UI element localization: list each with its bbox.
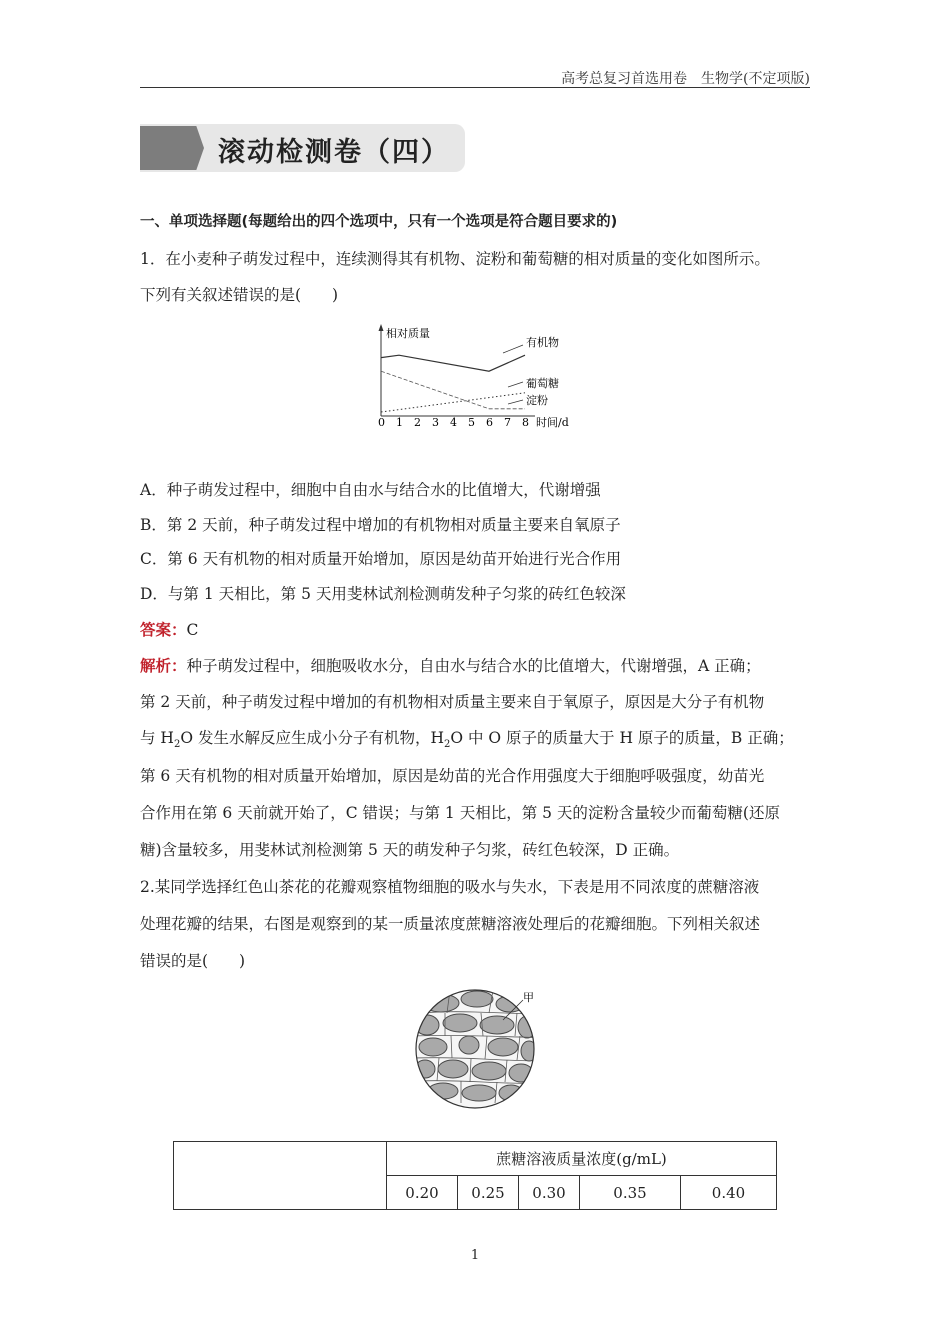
conc-cell: 0.30 (519, 1176, 580, 1210)
x-tick-label: 4 (450, 416, 457, 429)
series-organic-line (381, 355, 525, 371)
x-axis-label: 时间/d (536, 416, 569, 429)
header-rule (140, 87, 810, 88)
answer-value: C (186, 621, 199, 639)
q1-option-a: A．种子萌发过程中，细胞中自由水与结合水的比值增大，代谢增强 (140, 481, 601, 499)
running-header: 高考总复习首选用卷 生物学(不定项版) (561, 71, 810, 87)
x-tick-label: 7 (504, 416, 511, 429)
q1-option-d: D．与第 1 天相比，第 5 天用斐林试剂检测萌发种子匀浆的砖红色较深 (140, 585, 626, 603)
page-number: 1 (470, 1248, 480, 1263)
y-axis-label: 相对质量 (386, 327, 430, 340)
x-tick-label: 6 (486, 416, 493, 429)
q2-table (173, 1141, 777, 1210)
legend-starch: 淀粉 (526, 394, 548, 407)
x-tick-label: 3 (432, 416, 439, 429)
leader-starch (508, 400, 523, 404)
legend-glucose: 葡萄糖 (526, 377, 559, 390)
analysis-text-1: 种子萌发过程中，细胞吸收水分，自由水与结合水的比值增大，代谢增强，A 正确； (186, 657, 761, 675)
table-empty-cell (174, 1142, 387, 1210)
x-tick-label: 8 (522, 416, 529, 429)
q1-analysis-line5: 合作用在第 6 天前就开始了，C 错误；与第 1 天相比，第 5 天的淀粉含量较少而葡萄糖(还原 (140, 804, 780, 822)
leader-glucose (508, 382, 523, 387)
q1-analysis-line4: 第 6 天有机物的相对质量开始增加，原因是幼苗的光合作用强度大于细胞呼吸强度，幼苗光 (140, 767, 765, 785)
table-header: 蔗糖溶液质量浓度(g/mL) (387, 1142, 777, 1176)
conc-cell: 0.25 (458, 1176, 519, 1210)
x-tick-label: 0 (378, 416, 385, 429)
q2-stem-line3: 错误的是( ) (140, 952, 246, 970)
conc-cell: 0.40 (681, 1176, 777, 1210)
legend-organic: 有机物 (526, 336, 559, 349)
q1-option-c: C．第 6 天有机物的相对质量开始增加，原因是幼苗开始进行光合作用 (140, 550, 622, 568)
q1-answer (140, 620, 198, 640)
leader-organic (503, 345, 523, 353)
x-tick-label: 2 (414, 416, 421, 429)
series-starch-line (381, 371, 525, 409)
section-banner (140, 124, 465, 172)
q1-analysis-line2: 第 2 天前，种子萌发过程中增加的有机物相对质量主要来自于氧原子，原因是大分子有机物 (140, 693, 765, 711)
q1-stem-line1: 1．在小麦种子萌发过程中，连续测得其有机物、淀粉和葡萄糖的相对质量的变化如图所示。 (140, 250, 770, 268)
figure-label-jia: 甲 (523, 991, 534, 1004)
banner-logo-icon (140, 126, 204, 170)
q2-cell-figure (405, 985, 555, 1115)
q1-analysis-line1 (140, 656, 761, 676)
q2-stem-line2: 处理花瓣的结果，右图是观察到的某一质量浓度蔗糖溶液处理后的花瓣细胞。下列相关叙述 (140, 915, 761, 933)
q2-stem-line1: 2.某同学选择红色山茶花的花瓣观察植物细胞的吸水与失水，下表是用不同浓度的蔗糖溶液 (140, 878, 760, 896)
q1-option-b: B．第 2 天前，种子萌发过程中增加的有机物相对质量主要来自氧原子 (140, 516, 621, 534)
x-tick-label: 1 (396, 416, 403, 429)
answer-label: 答案： (140, 621, 187, 639)
x-tick-label: 5 (468, 416, 475, 429)
q1-analysis-line6: 糖)含量较多，用斐林试剂检测第 5 天的萌发种子匀浆，砖红色较深，D 正确。 (140, 841, 680, 859)
q1-analysis-line3: 与 $H_2O$ 发生水解反应生成小分子有机物，$H_2O$ 中 O 原子的质量大于 H 原子的质量，B 正确； (140, 729, 794, 751)
q1-chart (370, 322, 580, 432)
conc-cell: 0.35 (580, 1176, 681, 1210)
analysis-label: 解析： (140, 657, 187, 675)
conc-cell: 0.20 (387, 1176, 458, 1210)
y-axis-arrow (379, 324, 384, 331)
q1-stem-line2: 下列有关叙述错误的是( ) (140, 286, 339, 304)
section-title: 一、单项选择题(每题给出的四个选项中，只有一个选项是符合题目要求的) (140, 214, 618, 230)
banner-title: 滚动检测卷（四） (218, 137, 450, 168)
